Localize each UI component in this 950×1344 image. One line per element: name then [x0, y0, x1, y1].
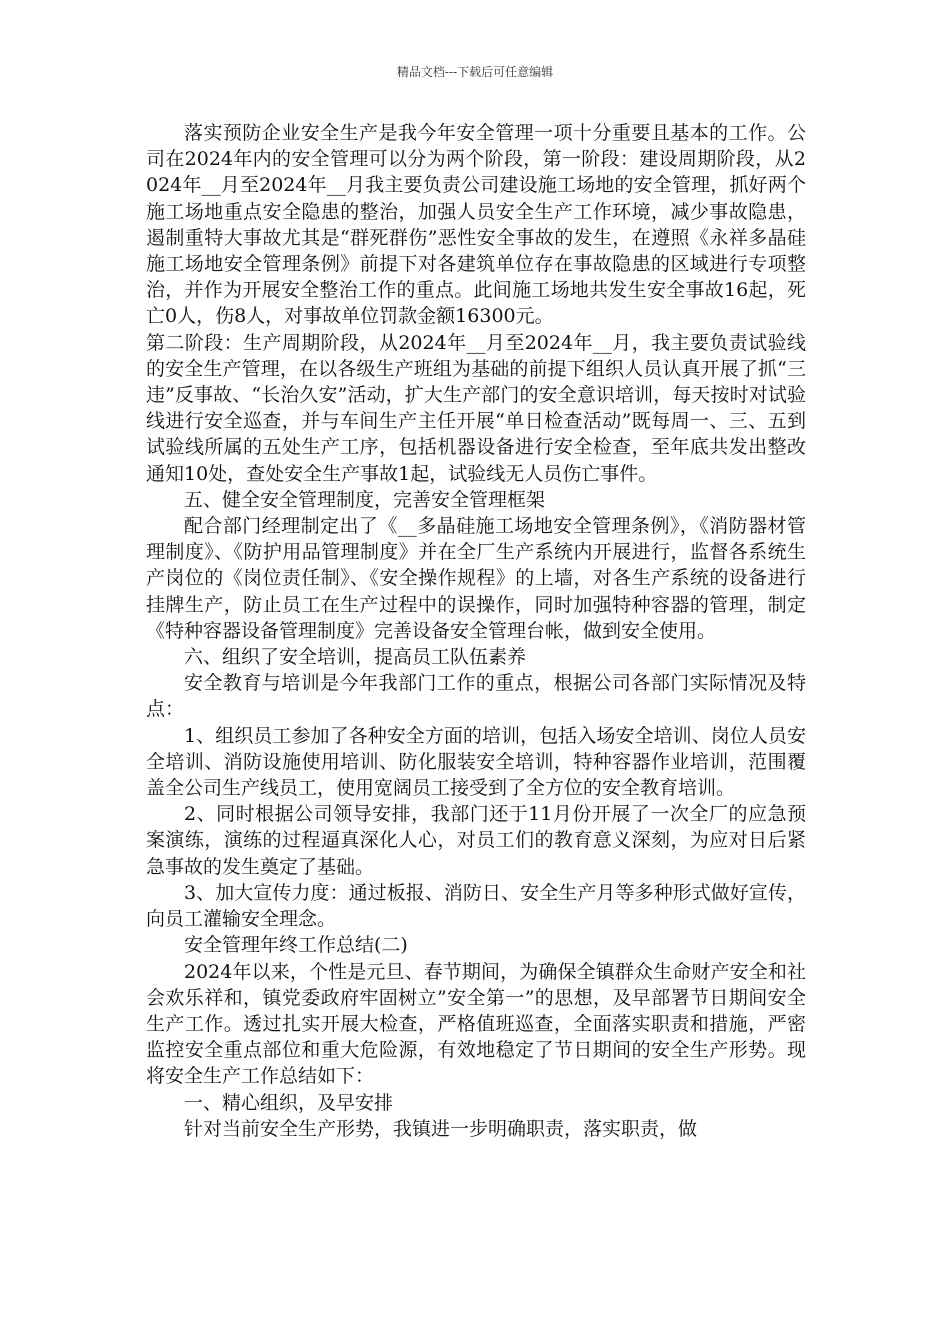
paragraph-continued: 针对当前安全生产形势，我镇进一步明确职责，落实职责，做 [184, 1117, 698, 1140]
list-item-training-two: 2、同时根据公司领导安排，我部门还于11月份开展了一次全厂的应急预案演练，演练的过程逼真深化人心，对员工们的教育意义深刻，为应对日后紧急事故的发生奠定了基础。 [146, 803, 806, 878]
document-body [146, 120, 806, 1142]
page-header: 精品文档---下载后可任意编辑 [396, 65, 554, 79]
paragraph-management-rules: 配合部门经理制定出了《__多晶硅施工场地安全管理条例》，《消防器材管理制度》、《防护用品管理制度》并在全厂生产系统内开展进行，监督各系统生产岗位的《岗位责任制》、《安全操作规程》的上墙，对各生产系统的设备进行挂牌生产，防止员工在生产过程中的误操作，同时加强特种容器的管理，制定《特种容器设备管理制度》完善设备安全管理台帐，做到安全使用。 [146, 515, 806, 642]
list-item-training-one: 1、组织员工参加了各种安全方面的培训，包括入场安全培训、岗位人员安全培训、消防设施使用培训、防化服装安全培训，特种容器作业培训，范围覆盖全公司生产线员工，使用宽阔员工接受到了全方位的安全教育培训。 [146, 724, 806, 800]
section-heading-five: 五、健全安全管理制度，完善安全管理框架 [184, 488, 546, 511]
section-heading-one: 一、精心组织，及早安排 [184, 1091, 394, 1114]
list-item-training-three: 3、加大宣传力度：通过板报、消防日、安全生产月等多种形式做好宣传，向员工灌输安全理念。 [146, 881, 806, 931]
section-heading-six: 六、组织了安全培训，提高员工队伍素养 [184, 646, 527, 669]
paragraph-safety-stage-two: 第二阶段：生产周期阶段，从2024年__月至2024年__月，我主要负责试验线的安全生产管理，在以各级生产班组为基础的前提下组织人员认真开展了抓“三违”反事故、“长治久安”活动，扩大生产部门的安全意识培训，每天按时对试验线进行安全巡查，并与车间生产主任开展“单日检查活动”既每周一、三、五到试验线所属的五处生产工序，包括机器设备进行安全检查，至年底共发出整改通知10处，查处安全生产事故1起，试验线无人员伤亡事件。 [146, 331, 806, 485]
section-title-summary-two: 安全管理年终工作总结(二) [184, 934, 408, 957]
paragraph-training-intro: 安全教育与培训是今年我部门工作的重点，根据公司各部门实际情况及特点： [146, 672, 806, 721]
paragraph-safety-stage-one: 落实预防企业安全生产是我今年安全管理一项十分重要且基本的工作。公司在2024年内的安全管理可以分为两个阶段，第一阶段：建设周期阶段，从2024年__月至2024年__月我主要负责公司建设施工场地的安全管理，抓好两个施工场地重点安全隐患的整治，加强人员安全生产工作环境，减少事故隐患，遏制重特大事故尤其是“群死群伤”恶性安全事故的发生，在遵照《永祥多晶硅施工场地安全管理条例》前提下对各建筑单位存在事故隐患的区域进行专项整治，并作为开展安全整治工作的重点。此间施工场地共发生安全事故16起，死亡0人，伤8人，对事故单位罚款金额16300元。 [146, 122, 806, 328]
paragraph-summary-intro: 2024年以来，个性是元旦、春节期间，为确保全镇群众生命财产安全和社会欢乐祥和，镇党委政府牢固树立”安全第一”的思想，及早部署节日期间安全生产工作。透过扎实开展大检查，严格值班巡查，全面落实职责和措施，严密监控安全重点部位和重大危险源，有效地稳定了节日期间的安全生产形势。现将安全生产工作总结如下： [146, 960, 806, 1088]
